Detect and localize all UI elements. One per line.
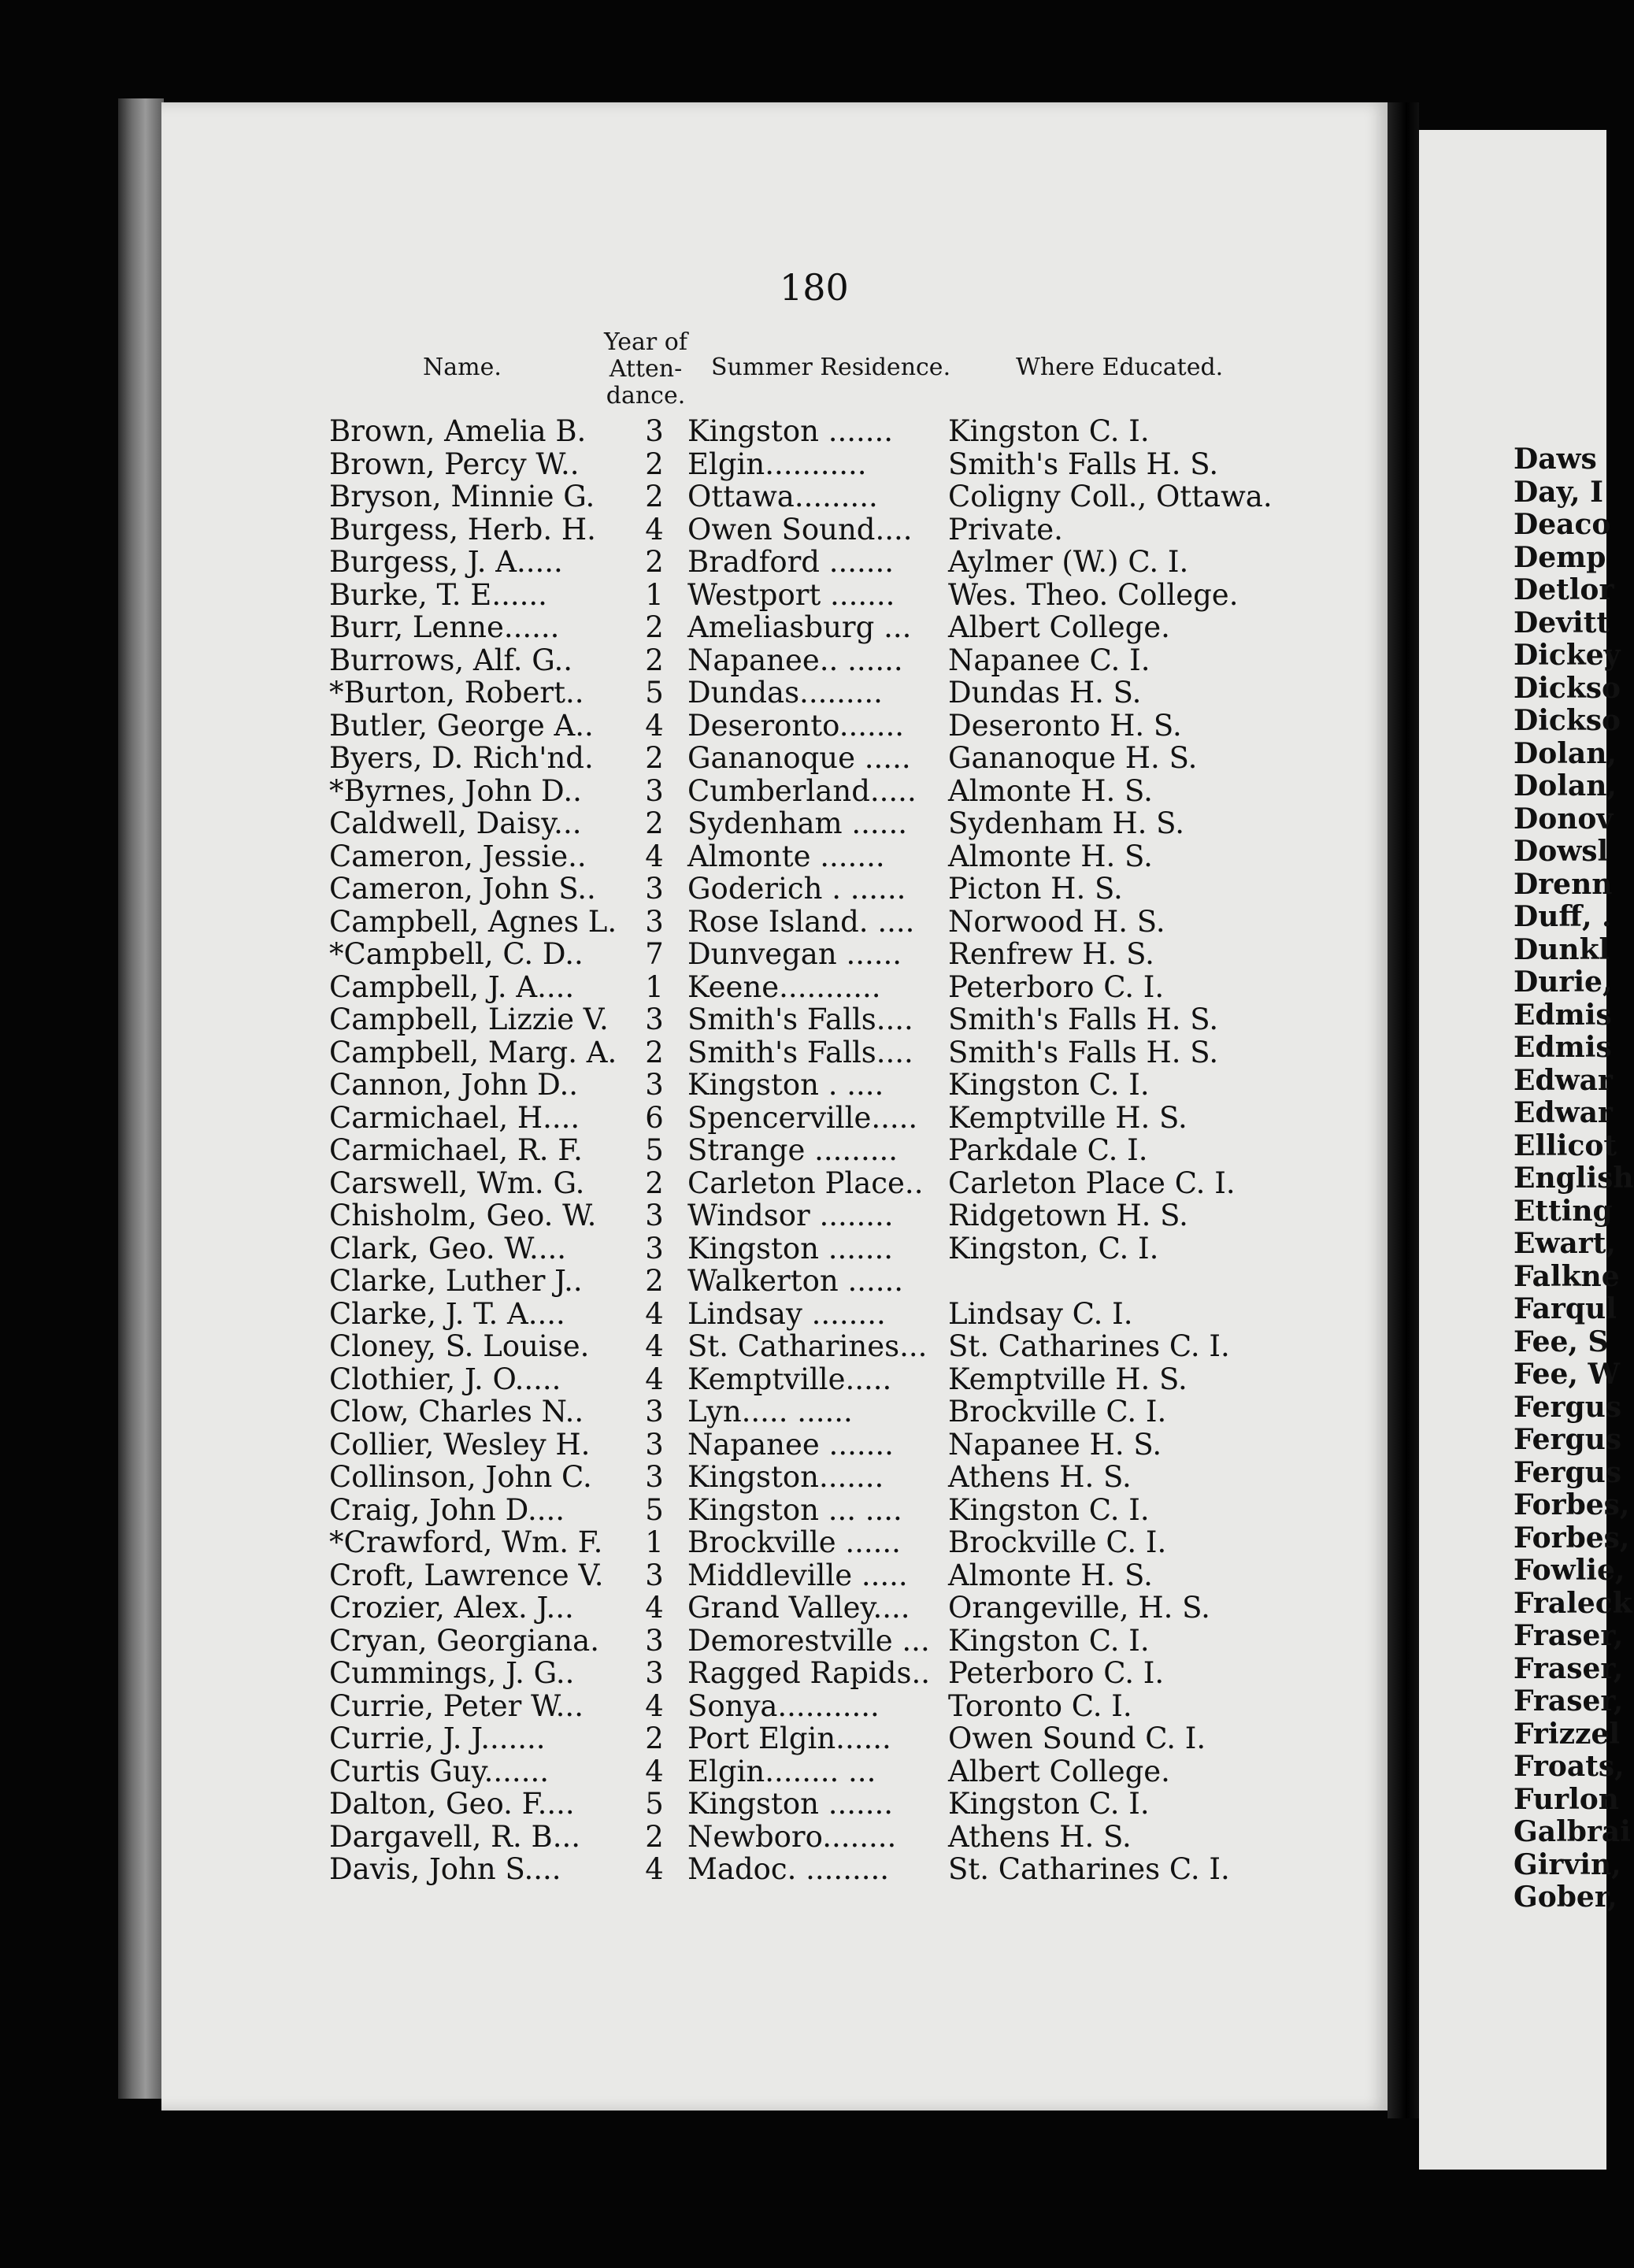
entry-educated: Kingston C. I. [948, 1623, 1150, 1658]
entry-educated: Kingston, C. I. [948, 1231, 1159, 1266]
entry-educated: Carleton Place C. I. [948, 1166, 1236, 1200]
list-item [329, 1494, 1337, 1527]
entry-residence: Sonya........... [687, 1688, 880, 1723]
facing-page-name-fragment: Falkne [1514, 1259, 1620, 1293]
entry-year: 5 [645, 676, 664, 710]
entry-educated: Albert College. [948, 610, 1170, 644]
entry-educated: Kingston C. I. [948, 1068, 1150, 1102]
facing-page-name-fragment: Fowlie, [1514, 1554, 1625, 1587]
entry-residence: Kingston ....... [687, 1787, 894, 1821]
entry-residence: Middleville ..... [687, 1558, 908, 1592]
facing-page-name-fragment: Fraser, [1514, 1684, 1624, 1718]
entry-name: Butler, George A.. [329, 708, 594, 743]
entry-educated: St. Catharines C. I. [948, 1852, 1230, 1886]
entry-year: 2 [645, 643, 664, 677]
facing-page-name-fragment: Galbrai [1514, 1815, 1631, 1848]
entry-year: 4 [645, 1591, 664, 1625]
facing-page-name-fragment: Fergus [1514, 1390, 1622, 1424]
entry-educated: Kemptville H. S. [948, 1362, 1188, 1396]
entry-name: Dargavell, R. B... [329, 1819, 580, 1854]
entry-name: Burr, Lenne...... [329, 610, 560, 644]
entry-year: 2 [645, 610, 664, 644]
entry-residence: Dundas......... [687, 676, 883, 710]
list-item [329, 1755, 1337, 1788]
entry-residence: Rose Island. .... [687, 904, 915, 939]
entry-residence: Sydenham ...... [687, 806, 907, 840]
entry-year: 2 [645, 1264, 664, 1298]
entry-educated: Kemptville H. S. [948, 1100, 1188, 1135]
entry-residence: Kingston . .... [687, 1068, 884, 1102]
entry-residence: Ragged Rapids.. [687, 1656, 930, 1690]
entry-residence: Kingston ... .... [687, 1492, 902, 1527]
entry-name: Cameron, Jessie.. [329, 839, 587, 873]
entry-name: Carmichael, R. F. [329, 1133, 583, 1167]
list-item [329, 938, 1337, 971]
entry-residence: Kingston ....... [687, 414, 894, 448]
entry-name: Burgess, J. A..... [329, 545, 563, 579]
entry-residence: Ameliasburg ... [687, 610, 912, 644]
entry-name: Carmichael, H.... [329, 1100, 580, 1135]
list-item [329, 676, 1337, 710]
entry-year: 3 [645, 1460, 664, 1494]
list-item [329, 480, 1337, 513]
facing-page-name-column [1514, 443, 1634, 1914]
entry-year: 3 [645, 872, 664, 906]
entry-educated: Gananoque H. S. [948, 741, 1198, 775]
entry-educated: Picton H. S. [948, 872, 1123, 906]
entry-educated: Peterboro C. I. [948, 1656, 1165, 1690]
entry-educated: Almonte H. S. [948, 1558, 1153, 1592]
entry-year: 3 [645, 1427, 664, 1462]
entry-educated: Kingston C. I. [948, 1787, 1150, 1821]
entry-residence: Lyn..... ...... [687, 1395, 853, 1429]
facing-page-name-fragment: Day, I [1514, 475, 1603, 509]
list-item [329, 1592, 1337, 1625]
student-list [329, 415, 1337, 1886]
entry-residence: Westport ....... [687, 577, 895, 612]
facing-page-name-fragment: Fraser, [1514, 1619, 1624, 1652]
entry-educated: Athens H. S. [948, 1460, 1132, 1494]
entry-educated: Sydenham H. S. [948, 806, 1184, 840]
entry-residence: Gananoque ..... [687, 741, 911, 775]
entry-year: 4 [645, 1362, 664, 1396]
facing-page-name-fragment: Dickey [1514, 639, 1621, 672]
entry-residence: Kingston....... [687, 1460, 884, 1494]
facing-page-name-fragment: Dunkl [1514, 932, 1610, 966]
facing-page-name-fragment: Girvin, [1514, 1847, 1621, 1881]
entry-educated: Napanee H. S. [948, 1427, 1162, 1462]
list-item [329, 971, 1337, 1004]
entry-educated: Deseronto H. S. [948, 708, 1182, 743]
entry-year: 1 [645, 969, 664, 1004]
entry-name: Byers, D. Rich'nd. [329, 741, 594, 775]
column-header-educated: Where Educated. [1016, 354, 1224, 381]
entry-educated: Smith's Falls H. S. [948, 1035, 1219, 1069]
list-item [329, 1657, 1337, 1690]
entry-educated: Kingston C. I. [948, 414, 1150, 448]
entry-name: Chisholm, Geo. W. [329, 1199, 597, 1232]
entry-name: Brown, Amelia B. [329, 414, 587, 448]
entry-year: 5 [645, 1787, 664, 1821]
entry-year: 5 [645, 1133, 664, 1167]
entry-educated: Smith's Falls H. S. [948, 1002, 1219, 1036]
entry-name: Clarke, J. T. A.... [329, 1296, 565, 1331]
facing-page-name-fragment: Farqul [1514, 1292, 1617, 1325]
entry-name: Currie, J. J....... [329, 1721, 546, 1755]
entry-educated: Ridgetown H. S. [948, 1199, 1188, 1232]
facing-page-name-fragment: Etting [1514, 1194, 1613, 1228]
list-item [329, 1722, 1337, 1755]
entry-name: Curtis Guy....... [329, 1754, 549, 1788]
facing-page-name-fragment: Fraleck [1514, 1586, 1632, 1620]
list-item [329, 579, 1337, 612]
facing-page-name-fragment: Daws [1514, 443, 1597, 476]
list-item [329, 1821, 1337, 1854]
list-item [329, 840, 1337, 873]
entry-name: *Byrnes, John D.. [329, 773, 582, 808]
facing-page-name-fragment: Forbes, [1514, 1521, 1630, 1555]
entry-year: 2 [645, 447, 664, 481]
list-item [329, 1690, 1337, 1723]
entry-year: 2 [645, 1035, 664, 1069]
list-item [329, 644, 1337, 677]
entry-educated: Coligny Coll., Ottawa. [948, 480, 1273, 513]
entry-name: *Burton, Robert.. [329, 676, 584, 710]
entry-year: 2 [645, 545, 664, 579]
facing-page-name-fragment: Drenn [1514, 867, 1613, 901]
entry-year: 3 [645, 773, 664, 808]
list-item [329, 415, 1337, 448]
entry-educated: Dundas H. S. [948, 676, 1142, 710]
entry-educated: Norwood H. S. [948, 904, 1165, 939]
column-header-residence: Summer Residence. [711, 354, 951, 381]
entry-name: Burgess, Herb. H. [329, 512, 596, 547]
entry-name: Dalton, Geo. F.... [329, 1787, 575, 1821]
entry-name: Crozier, Alex. J... [329, 1591, 574, 1625]
entry-educated: Lindsay C. I. [948, 1296, 1133, 1331]
facing-page-name-fragment: Frizzel [1514, 1717, 1621, 1751]
entry-name: Campbell, Marg. A. [329, 1035, 617, 1069]
column-header-name: Name. [423, 354, 502, 381]
entry-residence: Windsor ........ [687, 1199, 894, 1232]
entry-name: Cannon, John D.. [329, 1068, 579, 1102]
entry-educated: Brockville C. I. [948, 1395, 1167, 1429]
entry-name: Clow, Charles N.. [329, 1395, 584, 1429]
list-item [329, 448, 1337, 481]
facing-page-name-fragment: Ellicot [1514, 1128, 1617, 1162]
facing-page-name-fragment: Deaco [1514, 508, 1611, 541]
list-item [329, 1526, 1337, 1559]
entry-educated: Almonte H. S. [948, 773, 1153, 808]
entry-year: 4 [645, 1296, 664, 1331]
entry-educated: Almonte H. S. [948, 839, 1153, 873]
entry-educated: Owen Sound C. I. [948, 1721, 1206, 1755]
entry-year: 5 [645, 1492, 664, 1527]
list-item [329, 1199, 1337, 1232]
entry-name: Campbell, J. A.... [329, 969, 575, 1004]
entry-name: Carswell, Wm. G. [329, 1166, 585, 1200]
entry-name: Davis, John S.... [329, 1852, 561, 1886]
facing-page-name-fragment: Dickso [1514, 704, 1621, 737]
entry-residence: Brockville ...... [687, 1525, 901, 1559]
entry-year: 3 [645, 1395, 664, 1429]
entry-year: 3 [645, 1558, 664, 1592]
facing-page-name-fragment: Devitt [1514, 606, 1610, 639]
facing-page-name-fragment: Dolan, [1514, 769, 1617, 802]
entry-educated: Smith's Falls H. S. [948, 447, 1219, 481]
facing-page-name-fragment: Fraser, [1514, 1651, 1624, 1685]
list-item [329, 1232, 1337, 1266]
list-item [329, 1788, 1337, 1821]
entry-name: Brown, Percy W.. [329, 447, 580, 481]
entry-year: 2 [645, 1166, 664, 1200]
entry-year: 4 [645, 1852, 664, 1886]
list-item [329, 906, 1337, 939]
entry-educated: Renfrew H. S. [948, 937, 1154, 971]
facing-page-name-fragment: Furlon [1514, 1782, 1619, 1816]
entry-name: Collier, Wesley H. [329, 1427, 591, 1462]
entry-educated: Peterboro C. I. [948, 969, 1165, 1004]
entry-residence: Walkerton ...... [687, 1264, 904, 1298]
entry-year: 2 [645, 806, 664, 840]
entry-educated: Toronto C. I. [948, 1688, 1132, 1723]
list-item [329, 1167, 1337, 1200]
entry-educated: Wes. Theo. College. [948, 577, 1239, 612]
list-item [329, 1559, 1337, 1592]
facing-page-name-fragment: Dowsl [1514, 835, 1609, 868]
list-item [329, 1134, 1337, 1167]
entry-residence: St. Catharines... [687, 1329, 928, 1363]
entry-name: Caldwell, Daisy... [329, 806, 582, 840]
entry-name: Cryan, Georgiana. [329, 1623, 599, 1658]
entry-name: Croft, Lawrence V. [329, 1558, 604, 1592]
facing-page-name-fragment: Durie, [1514, 965, 1613, 999]
entry-educated: Aylmer (W.) C. I. [948, 545, 1189, 579]
entry-residence: Demorestville ... [687, 1623, 930, 1658]
facing-page-name-fragment: Donov [1514, 802, 1614, 836]
entry-residence: Spencerville..... [687, 1100, 918, 1135]
book-spine-edge [118, 98, 164, 2099]
entry-year: 6 [645, 1100, 664, 1135]
entry-residence: Strange ......... [687, 1133, 898, 1167]
entry-year: 1 [645, 577, 664, 612]
entry-name: Cameron, John S.. [329, 872, 596, 906]
entry-year: 2 [645, 1819, 664, 1854]
facing-page-name-fragment: Edwar [1514, 1063, 1613, 1097]
entry-educated: Napanee C. I. [948, 643, 1150, 677]
entry-name: Cummings, J. G.. [329, 1656, 575, 1690]
entry-year: 1 [645, 1525, 664, 1559]
entry-year: 3 [645, 1231, 664, 1266]
entry-year: 3 [645, 1199, 664, 1232]
list-item [329, 1330, 1337, 1363]
entry-name: Campbell, Agnes L. [329, 904, 617, 939]
entry-year: 3 [645, 1623, 664, 1658]
entry-residence: Lindsay ........ [687, 1296, 886, 1331]
entry-name: Clothier, J. O..... [329, 1362, 561, 1396]
entry-residence: Newboro........ [687, 1819, 897, 1854]
facing-page-name-fragment: Detlor [1514, 573, 1614, 606]
facing-page-name-fragment: Demp [1514, 540, 1606, 574]
entry-residence: Elgin........... [687, 447, 867, 481]
entry-educated: Orangeville, H. S. [948, 1591, 1210, 1625]
entry-name: Burrows, Alf. G.. [329, 643, 573, 677]
list-item [329, 611, 1337, 644]
facing-page-name-fragment: Fergus [1514, 1423, 1622, 1456]
entry-name: *Campbell, C. D.. [329, 937, 584, 971]
list-item [329, 546, 1337, 579]
facing-page-name-fragment: Dickso [1514, 671, 1621, 705]
facing-page-name-fragment: Edmis [1514, 1031, 1612, 1064]
entry-year: 4 [645, 1688, 664, 1723]
facing-page-name-fragment: Forbes, [1514, 1488, 1630, 1521]
entry-residence: Deseronto....... [687, 708, 905, 743]
facing-page-name-fragment: Froats, [1514, 1750, 1625, 1783]
list-item [329, 807, 1337, 840]
entry-name: Clark, Geo. W.... [329, 1231, 567, 1266]
entry-educated: St. Catharines C. I. [948, 1329, 1230, 1363]
list-item [329, 1036, 1337, 1069]
column-header-year: Year of Atten- dance. [604, 328, 687, 410]
entry-educated: Athens H. S. [948, 1819, 1132, 1854]
entry-year: 3 [645, 1656, 664, 1690]
entry-residence: Carleton Place.. [687, 1166, 924, 1200]
entry-residence: Port Elgin...... [687, 1721, 891, 1755]
entry-residence: Grand Valley.... [687, 1591, 910, 1625]
entry-residence: Madoc. ......... [687, 1852, 890, 1886]
facing-page-name-fragment: Duff, . [1514, 900, 1612, 933]
entry-year: 2 [645, 1721, 664, 1755]
facing-page-name-fragment: Fergus [1514, 1455, 1622, 1489]
entry-educated: Brockville C. I. [948, 1525, 1167, 1559]
entry-year: 3 [645, 904, 664, 939]
facing-page-name-fragment: English [1514, 1162, 1634, 1195]
entry-name: Bryson, Minnie G. [329, 480, 595, 513]
list-item [329, 513, 1337, 547]
entry-residence: Napanee ....... [687, 1427, 894, 1462]
entry-residence: Goderich . ...... [687, 872, 906, 906]
entry-residence: Kemptville..... [687, 1362, 892, 1396]
entry-year: 4 [645, 1329, 664, 1363]
entry-name: Campbell, Lizzie V. [329, 1002, 609, 1036]
entry-residence: Napanee.. ...... [687, 643, 903, 677]
entry-residence: Dunvegan ...... [687, 937, 902, 971]
entry-name: Cloney, S. Louise. [329, 1329, 590, 1363]
entry-year: 4 [645, 512, 664, 547]
entry-year: 7 [645, 937, 664, 971]
entry-year: 2 [645, 741, 664, 775]
entry-name: *Crawford, Wm. F. [329, 1525, 603, 1559]
entry-year: 3 [645, 1068, 664, 1102]
entry-year: 4 [645, 708, 664, 743]
page-gutter [1388, 102, 1419, 2118]
entry-residence: Ottawa......... [687, 480, 878, 513]
entry-year: 3 [645, 414, 664, 448]
facing-page-name-fragment: Edwar [1514, 1096, 1613, 1129]
entry-residence: Bradford ....... [687, 545, 895, 579]
entry-residence: Kingston ....... [687, 1231, 894, 1266]
list-item [329, 873, 1337, 906]
entry-residence: Almonte ....... [687, 839, 885, 873]
entry-residence: Smith's Falls.... [687, 1002, 913, 1036]
list-item [329, 1363, 1337, 1396]
facing-page-name-fragment: Dolan, [1514, 736, 1617, 770]
entry-educated: Kingston C. I. [948, 1492, 1150, 1527]
entry-name: Burke, T. E...... [329, 577, 547, 612]
list-item [329, 710, 1337, 743]
list-item [329, 775, 1337, 808]
entry-educated: Private. [948, 512, 1063, 547]
facing-page-name-fragment: Gober, [1514, 1881, 1617, 1914]
entry-residence: Smith's Falls.... [687, 1035, 913, 1069]
facing-page-name-fragment: Fee, W [1514, 1358, 1620, 1391]
entry-residence: Keene........... [687, 969, 881, 1004]
facing-page-name-fragment: Fee, S [1514, 1325, 1609, 1358]
list-item [329, 1853, 1337, 1886]
entry-name: Clarke, Luther J.. [329, 1264, 583, 1298]
entry-year: 2 [645, 480, 664, 513]
entry-year: 4 [645, 839, 664, 873]
list-item [329, 1625, 1337, 1658]
list-item [329, 742, 1337, 775]
entry-educated: Albert College. [948, 1754, 1170, 1788]
entry-name: Collinson, John C. [329, 1460, 592, 1494]
entry-residence: Owen Sound.... [687, 512, 913, 547]
entry-year: 3 [645, 1002, 664, 1036]
list-item [329, 1102, 1337, 1135]
list-item [329, 1003, 1337, 1036]
list-item [329, 1429, 1337, 1462]
entry-educated: Parkdale C. I. [948, 1133, 1148, 1167]
entry-year: 4 [645, 1754, 664, 1788]
facing-page-name-fragment: Ewart, [1514, 1227, 1616, 1260]
entry-name: Currie, Peter W... [329, 1688, 584, 1723]
facing-page-name-fragment: Edmis [1514, 998, 1612, 1032]
entry-name: Craig, John D.... [329, 1492, 565, 1527]
list-item [329, 1395, 1337, 1429]
list-item [329, 1298, 1337, 1331]
list-item [329, 1069, 1337, 1102]
list-item [329, 1265, 1337, 1298]
list-item [329, 1461, 1337, 1494]
entry-residence: Cumberland..... [687, 773, 917, 808]
entry-residence: Elgin........ ... [687, 1754, 876, 1788]
